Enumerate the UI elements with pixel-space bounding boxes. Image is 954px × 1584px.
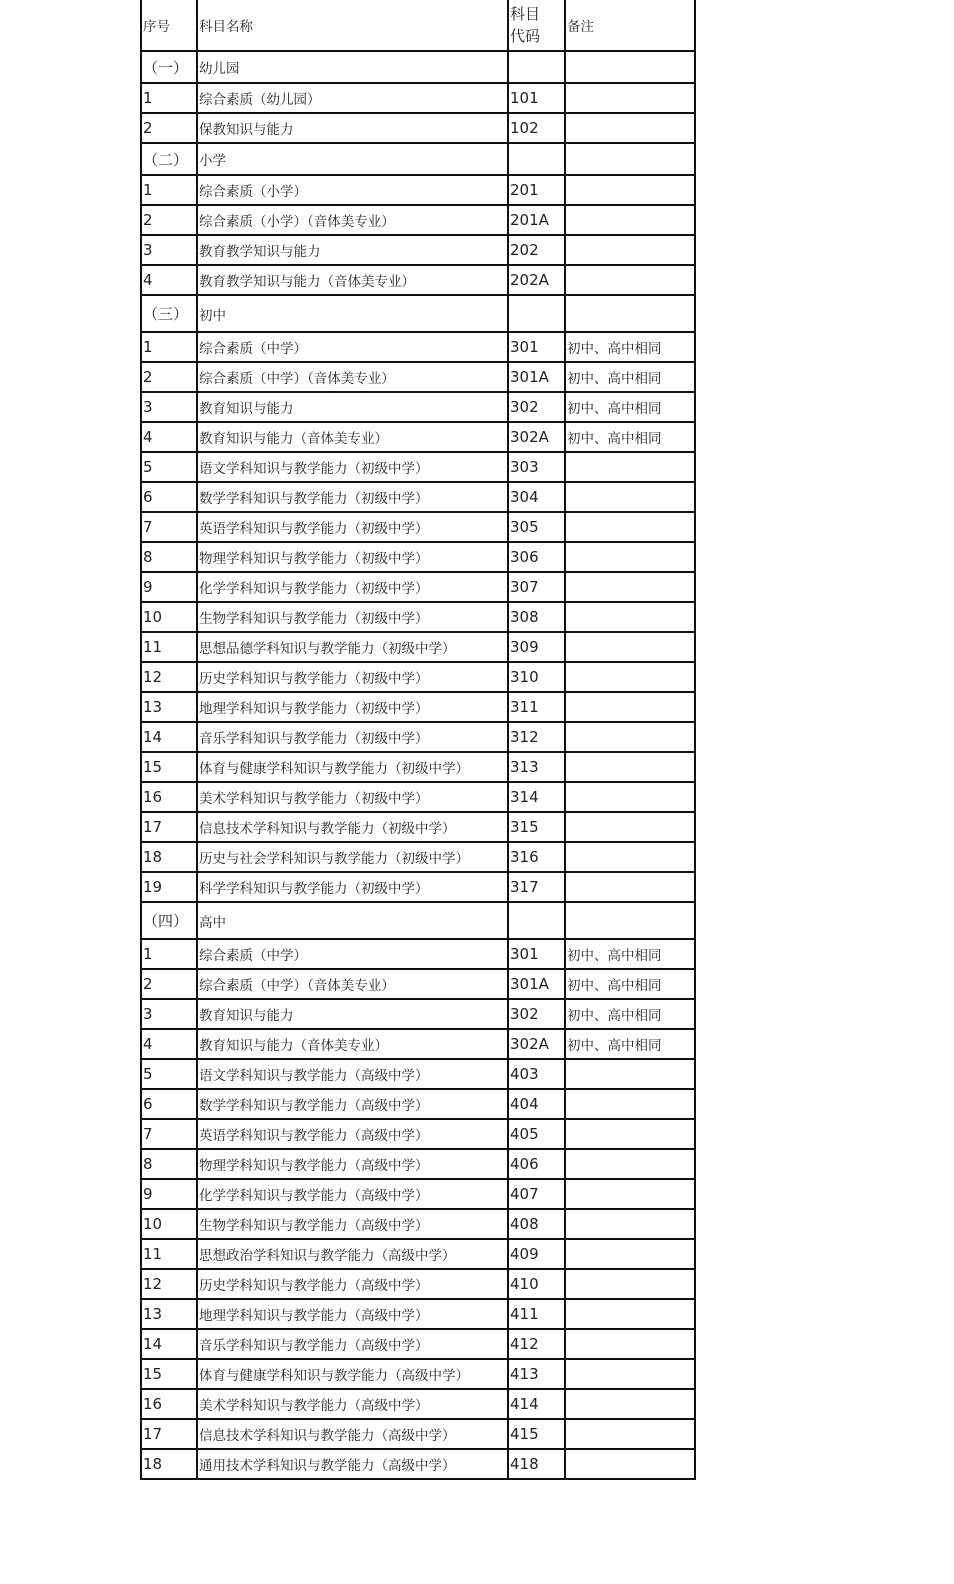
subject-code-cell: 418 (508, 1449, 565, 1479)
note-cell (565, 482, 695, 512)
subject-name-cell: 数学学科知识与教学能力（初级中学） (197, 482, 508, 512)
note-cell (565, 1389, 695, 1419)
subject-name-cell: 化学学科知识与教学能力（初级中学） (197, 572, 508, 602)
seq-cell: 2 (141, 969, 197, 999)
subject-name-cell: 思想品德学科知识与教学能力（初级中学） (197, 632, 508, 662)
note-cell (565, 83, 695, 113)
table-row (141, 872, 695, 902)
subject-code-cell: 202 (508, 235, 565, 265)
seq-cell: 18 (141, 1449, 197, 1479)
subject-code-cell: 317 (508, 872, 565, 902)
header-code-line2: 代码 (510, 27, 541, 45)
subject-code-cell: 302A (508, 1029, 565, 1059)
seq-cell: 16 (141, 782, 197, 812)
seq-cell: 10 (141, 602, 197, 632)
note-cell (565, 542, 695, 572)
seq-cell: 4 (141, 422, 197, 452)
subject-code-cell: 303 (508, 452, 565, 482)
seq-cell: 11 (141, 632, 197, 662)
subject-code-cell: 308 (508, 602, 565, 632)
seq-cell: （一） (141, 51, 197, 83)
table-row (141, 939, 695, 969)
header-row (141, 0, 695, 51)
table-row (141, 362, 695, 392)
note-cell (565, 1449, 695, 1479)
table-row (141, 969, 695, 999)
subject-code-cell: 409 (508, 1239, 565, 1269)
table-row (141, 175, 695, 205)
note-cell (565, 113, 695, 143)
header-code-line1: 科目 (510, 5, 541, 23)
seq-cell: 6 (141, 482, 197, 512)
subject-code-table (140, 0, 696, 1480)
seq-cell: 3 (141, 999, 197, 1029)
subject-name-cell: 美术学科知识与教学能力（高级中学） (197, 1389, 508, 1419)
section-row (141, 143, 695, 175)
note-cell (565, 1119, 695, 1149)
subject-code-cell: 316 (508, 842, 565, 872)
subject-code-cell (508, 295, 565, 332)
table-row (141, 422, 695, 452)
section-row (141, 51, 695, 83)
subject-name-cell: 综合素质（中学） (197, 939, 508, 969)
seq-cell: 11 (141, 1239, 197, 1269)
seq-cell: 14 (141, 1329, 197, 1359)
table-row (141, 83, 695, 113)
seq-cell: 18 (141, 842, 197, 872)
seq-cell: 9 (141, 1179, 197, 1209)
subject-code-cell: 403 (508, 1059, 565, 1089)
note-cell (565, 512, 695, 542)
table-row (141, 1209, 695, 1239)
subject-code-cell: 307 (508, 572, 565, 602)
note-cell (565, 1329, 695, 1359)
subject-name-cell: 历史学科知识与教学能力（高级中学） (197, 1269, 508, 1299)
table-row (141, 392, 695, 422)
note-cell (565, 265, 695, 295)
subject-code-cell: 304 (508, 482, 565, 512)
note-cell (565, 812, 695, 842)
note-cell (565, 1209, 695, 1239)
seq-cell: 5 (141, 452, 197, 482)
seq-cell: 19 (141, 872, 197, 902)
seq-cell: 15 (141, 1359, 197, 1389)
subject-name-cell: 地理学科知识与教学能力（初级中学） (197, 692, 508, 722)
subject-code-cell: 310 (508, 662, 565, 692)
subject-code-cell: 313 (508, 752, 565, 782)
seq-cell: 5 (141, 1059, 197, 1089)
table-row (141, 1089, 695, 1119)
subject-code-cell: 405 (508, 1119, 565, 1149)
table-row (141, 235, 695, 265)
subject-code-cell: 413 (508, 1359, 565, 1389)
subject-name-cell: 通用技术学科知识与教学能力（高级中学） (197, 1449, 508, 1479)
note-cell (565, 572, 695, 602)
section-row (141, 902, 695, 939)
subject-code-cell: 415 (508, 1419, 565, 1449)
subject-name-cell: 高中 (197, 902, 508, 939)
note-cell: 初中、高中相同 (565, 999, 695, 1029)
seq-cell: 10 (141, 1209, 197, 1239)
subject-name-cell: 美术学科知识与教学能力（初级中学） (197, 782, 508, 812)
note-cell (565, 632, 695, 662)
subject-code-cell: 302 (508, 392, 565, 422)
table-row (141, 332, 695, 362)
note-cell: 初中、高中相同 (565, 1029, 695, 1059)
subject-name-cell: 保教知识与能力 (197, 113, 508, 143)
subject-code-cell (508, 143, 565, 175)
note-cell (565, 1149, 695, 1179)
note-cell: 初中、高中相同 (565, 969, 695, 999)
note-cell (565, 1359, 695, 1389)
seq-cell: 12 (141, 662, 197, 692)
seq-cell: 13 (141, 692, 197, 722)
note-cell (565, 782, 695, 812)
note-cell (565, 1299, 695, 1329)
subject-name-cell: 历史学科知识与教学能力（初级中学） (197, 662, 508, 692)
table-row (141, 205, 695, 235)
subject-code-cell: 404 (508, 1089, 565, 1119)
subject-name-cell: 综合素质（小学）（音体美专业） (197, 205, 508, 235)
seq-cell: 2 (141, 205, 197, 235)
table-row (141, 1149, 695, 1179)
seq-cell: 2 (141, 362, 197, 392)
seq-cell: 17 (141, 1419, 197, 1449)
subject-name-cell: 综合素质（幼儿园） (197, 83, 508, 113)
note-cell (565, 1239, 695, 1269)
seq-cell: 8 (141, 542, 197, 572)
table-row (141, 113, 695, 143)
subject-code-cell: 312 (508, 722, 565, 752)
subject-code-cell: 407 (508, 1179, 565, 1209)
table-row (141, 1449, 695, 1479)
seq-cell: 4 (141, 1029, 197, 1059)
note-cell (565, 842, 695, 872)
section-row (141, 295, 695, 332)
subject-code-cell: 406 (508, 1149, 565, 1179)
subject-name-cell: 地理学科知识与教学能力（高级中学） (197, 1299, 508, 1329)
subject-code-cell: 101 (508, 83, 565, 113)
table-row (141, 812, 695, 842)
note-cell (565, 1179, 695, 1209)
subject-code-cell: 314 (508, 782, 565, 812)
note-cell (565, 452, 695, 482)
note-cell: 初中、高中相同 (565, 939, 695, 969)
seq-cell: 4 (141, 265, 197, 295)
note-cell (565, 722, 695, 752)
table-row (141, 632, 695, 662)
table-row (141, 752, 695, 782)
subject-code-cell: 301 (508, 332, 565, 362)
table-row (141, 602, 695, 632)
subject-name-cell: 思想政治学科知识与教学能力（高级中学） (197, 1239, 508, 1269)
seq-cell: 16 (141, 1389, 197, 1419)
note-cell (565, 295, 695, 332)
table-row (141, 1299, 695, 1329)
seq-cell: 3 (141, 235, 197, 265)
note-cell (565, 175, 695, 205)
seq-cell: 2 (141, 113, 197, 143)
subject-code-cell: 408 (508, 1209, 565, 1239)
note-cell (565, 752, 695, 782)
table-row (141, 722, 695, 752)
seq-cell: 3 (141, 392, 197, 422)
header-seq: 序号 (141, 0, 197, 51)
seq-cell: 1 (141, 83, 197, 113)
note-cell: 初中、高中相同 (565, 362, 695, 392)
subject-name-cell: 综合素质（中学） (197, 332, 508, 362)
subject-name-cell: 幼儿园 (197, 51, 508, 83)
subject-code-cell: 102 (508, 113, 565, 143)
subject-name-cell: 初中 (197, 295, 508, 332)
note-cell (565, 143, 695, 175)
subject-code-cell: 412 (508, 1329, 565, 1359)
table-row (141, 1059, 695, 1089)
subject-name-cell: 小学 (197, 143, 508, 175)
table-row (141, 482, 695, 512)
subject-name-cell: 科学学科知识与教学能力（初级中学） (197, 872, 508, 902)
seq-cell: 1 (141, 332, 197, 362)
table-row (141, 1239, 695, 1269)
note-cell (565, 51, 695, 83)
seq-cell: 8 (141, 1149, 197, 1179)
note-cell (565, 1419, 695, 1449)
subject-code-cell: 411 (508, 1299, 565, 1329)
subject-name-cell: 生物学科知识与教学能力（初级中学） (197, 602, 508, 632)
subject-name-cell: 教育教学知识与能力（音体美专业） (197, 265, 508, 295)
subject-name-cell: 历史与社会学科知识与教学能力（初级中学） (197, 842, 508, 872)
seq-cell: 1 (141, 175, 197, 205)
note-cell (565, 902, 695, 939)
subject-name-cell: 教育知识与能力（音体美专业） (197, 422, 508, 452)
table-row (141, 1329, 695, 1359)
seq-cell: 7 (141, 512, 197, 542)
note-cell: 初中、高中相同 (565, 422, 695, 452)
table-row (141, 1389, 695, 1419)
table-row (141, 999, 695, 1029)
note-cell (565, 235, 695, 265)
table-row (141, 1359, 695, 1389)
note-cell (565, 872, 695, 902)
seq-cell: （四） (141, 902, 197, 939)
subject-code-cell (508, 51, 565, 83)
subject-name-cell: 信息技术学科知识与教学能力（高级中学） (197, 1419, 508, 1449)
subject-name-cell: 音乐学科知识与教学能力（高级中学） (197, 1329, 508, 1359)
subject-code-cell: 311 (508, 692, 565, 722)
subject-code-cell: 301A (508, 969, 565, 999)
subject-name-cell: 综合素质（中学）（音体美专业） (197, 362, 508, 392)
subject-code-cell: 201A (508, 205, 565, 235)
table-row (141, 265, 695, 295)
header-note: 备注 (565, 0, 695, 51)
seq-cell: 7 (141, 1119, 197, 1149)
note-cell (565, 662, 695, 692)
subject-code-cell: 414 (508, 1389, 565, 1419)
note-cell (565, 602, 695, 632)
table-row (141, 662, 695, 692)
subject-name-cell: 教育知识与能力 (197, 392, 508, 422)
note-cell (565, 1089, 695, 1119)
subject-code-cell: 301 (508, 939, 565, 969)
subject-name-cell: 英语学科知识与教学能力（初级中学） (197, 512, 508, 542)
header-subject-name: 科目名称 (197, 0, 508, 51)
subject-name-cell: 教育知识与能力 (197, 999, 508, 1029)
subject-name-cell: 信息技术学科知识与教学能力（初级中学） (197, 812, 508, 842)
table-row (141, 1269, 695, 1299)
table-row (141, 1179, 695, 1209)
subject-name-cell: 综合素质（小学） (197, 175, 508, 205)
subject-name-cell: 化学学科知识与教学能力（高级中学） (197, 1179, 508, 1209)
seq-cell: 12 (141, 1269, 197, 1299)
subject-name-cell: 综合素质（中学）（音体美专业） (197, 969, 508, 999)
subject-name-cell: 教育教学知识与能力 (197, 235, 508, 265)
table-row (141, 542, 695, 572)
note-cell (565, 1059, 695, 1089)
note-cell: 初中、高中相同 (565, 332, 695, 362)
subject-code-cell: 202A (508, 265, 565, 295)
subject-code-cell: 309 (508, 632, 565, 662)
subject-code-cell: 302 (508, 999, 565, 1029)
seq-cell: 13 (141, 1299, 197, 1329)
seq-cell: 17 (141, 812, 197, 842)
subject-name-cell: 体育与健康学科知识与教学能力（高级中学） (197, 1359, 508, 1389)
subject-name-cell: 体育与健康学科知识与教学能力（初级中学） (197, 752, 508, 782)
seq-cell: （二） (141, 143, 197, 175)
table-row (141, 452, 695, 482)
subject-code-cell (508, 902, 565, 939)
subject-code-cell: 305 (508, 512, 565, 542)
note-cell (565, 205, 695, 235)
seq-cell: （三） (141, 295, 197, 332)
subject-code-cell: 301A (508, 362, 565, 392)
table-body (141, 51, 695, 1479)
subject-name-cell: 物理学科知识与教学能力（高级中学） (197, 1149, 508, 1179)
table-row (141, 842, 695, 872)
subject-name-cell: 语文学科知识与教学能力（初级中学） (197, 452, 508, 482)
table-row (141, 782, 695, 812)
subject-name-cell: 教育知识与能力（音体美专业） (197, 1029, 508, 1059)
note-cell (565, 692, 695, 722)
header-subject-code (508, 0, 565, 51)
subject-name-cell: 语文学科知识与教学能力（高级中学） (197, 1059, 508, 1089)
note-cell: 初中、高中相同 (565, 392, 695, 422)
subject-code-cell: 306 (508, 542, 565, 572)
subject-code-cell: 315 (508, 812, 565, 842)
seq-cell: 15 (141, 752, 197, 782)
subject-code-cell: 410 (508, 1269, 565, 1299)
table-row (141, 1119, 695, 1149)
table-row (141, 1029, 695, 1059)
table-row (141, 692, 695, 722)
subject-name-cell: 物理学科知识与教学能力（初级中学） (197, 542, 508, 572)
table-row (141, 512, 695, 542)
subject-name-cell: 生物学科知识与教学能力（高级中学） (197, 1209, 508, 1239)
note-cell (565, 1269, 695, 1299)
table-row (141, 1419, 695, 1449)
subject-code-cell: 302A (508, 422, 565, 452)
seq-cell: 9 (141, 572, 197, 602)
subject-code-cell: 201 (508, 175, 565, 205)
subject-name-cell: 英语学科知识与教学能力（高级中学） (197, 1119, 508, 1149)
subject-name-cell: 数学学科知识与教学能力（高级中学） (197, 1089, 508, 1119)
subject-name-cell: 音乐学科知识与教学能力（初级中学） (197, 722, 508, 752)
table-header (141, 0, 695, 51)
seq-cell: 1 (141, 939, 197, 969)
seq-cell: 6 (141, 1089, 197, 1119)
table-row (141, 572, 695, 602)
seq-cell: 14 (141, 722, 197, 752)
